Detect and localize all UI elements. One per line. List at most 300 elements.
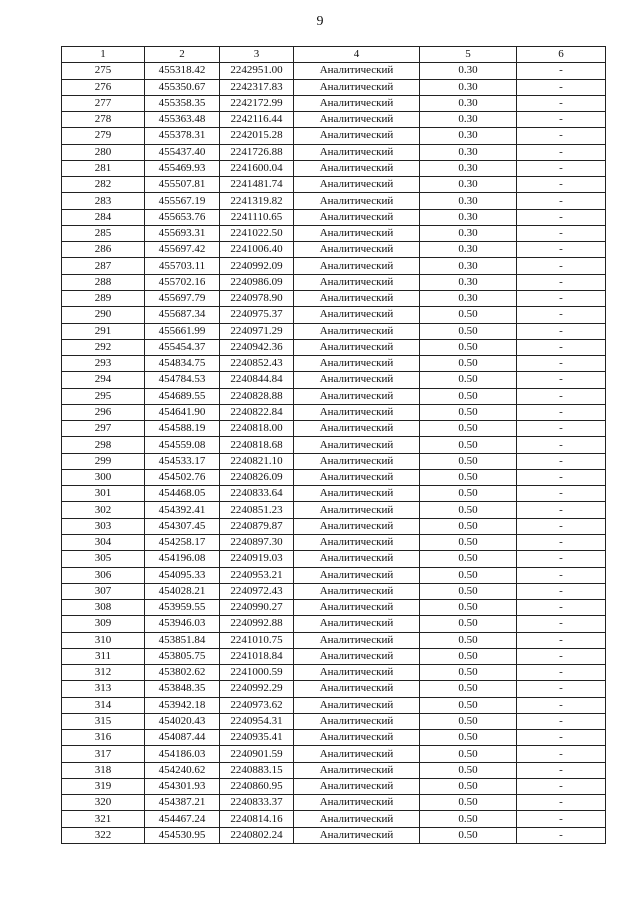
point-number-cell: 297 [62, 421, 145, 437]
description-cell: - [517, 437, 606, 453]
accuracy-cell: 0.50 [420, 421, 517, 437]
method-cell: Аналитический [294, 372, 420, 388]
method-cell: Аналитический [294, 274, 420, 290]
accuracy-cell: 0.50 [420, 665, 517, 681]
accuracy-cell: 0.50 [420, 827, 517, 843]
method-cell: Аналитический [294, 95, 420, 111]
column-header-accuracy: 5 [420, 47, 517, 63]
x-coordinate-cell: 454530.95 [145, 827, 220, 843]
point-number-cell: 308 [62, 600, 145, 616]
description-cell: - [517, 258, 606, 274]
description-cell: - [517, 583, 606, 599]
point-number-cell: 318 [62, 762, 145, 778]
table-row [62, 79, 606, 95]
method-cell: Аналитический [294, 730, 420, 746]
table-row [62, 681, 606, 697]
point-number-cell: 287 [62, 258, 145, 274]
table-row [62, 583, 606, 599]
accuracy-cell: 0.50 [420, 551, 517, 567]
table-row [62, 404, 606, 420]
table-row [62, 339, 606, 355]
accuracy-cell: 0.50 [420, 811, 517, 827]
accuracy-cell: 0.50 [420, 486, 517, 502]
y-coordinate-cell: 2240851.23 [220, 502, 294, 518]
point-number-cell: 313 [62, 681, 145, 697]
x-coordinate-cell: 454028.21 [145, 583, 220, 599]
x-coordinate-cell: 454533.17 [145, 453, 220, 469]
description-cell: - [517, 79, 606, 95]
point-number-cell: 320 [62, 795, 145, 811]
method-cell: Аналитический [294, 453, 420, 469]
point-number-cell: 322 [62, 827, 145, 843]
point-number-cell: 298 [62, 437, 145, 453]
method-cell: Аналитический [294, 209, 420, 225]
table-row [62, 242, 606, 258]
y-coordinate-cell: 2241319.82 [220, 193, 294, 209]
table-row [62, 388, 606, 404]
accuracy-cell: 0.50 [420, 616, 517, 632]
x-coordinate-cell: 455358.35 [145, 95, 220, 111]
method-cell: Аналитический [294, 242, 420, 258]
description-cell: - [517, 681, 606, 697]
x-coordinate-cell: 455697.79 [145, 290, 220, 306]
point-number-cell: 300 [62, 469, 145, 485]
table-row [62, 258, 606, 274]
x-coordinate-cell: 454095.33 [145, 567, 220, 583]
description-cell: - [517, 502, 606, 518]
method-cell: Аналитический [294, 339, 420, 355]
point-number-cell: 301 [62, 486, 145, 502]
accuracy-cell: 0.50 [420, 323, 517, 339]
y-coordinate-cell: 2240935.41 [220, 730, 294, 746]
table-row [62, 697, 606, 713]
method-cell: Аналитический [294, 469, 420, 485]
accuracy-cell: 0.50 [420, 404, 517, 420]
table-row [62, 551, 606, 567]
method-cell: Аналитический [294, 567, 420, 583]
method-cell: Аналитический [294, 437, 420, 453]
method-cell: Аналитический [294, 404, 420, 420]
point-number-cell: 291 [62, 323, 145, 339]
point-number-cell: 295 [62, 388, 145, 404]
point-number-cell: 275 [62, 63, 145, 79]
description-cell: - [517, 600, 606, 616]
description-cell: - [517, 128, 606, 144]
table-row [62, 193, 606, 209]
x-coordinate-cell: 455469.93 [145, 160, 220, 176]
point-number-cell: 283 [62, 193, 145, 209]
description-cell: - [517, 112, 606, 128]
accuracy-cell: 0.50 [420, 632, 517, 648]
point-number-cell: 289 [62, 290, 145, 306]
description-cell: - [517, 778, 606, 794]
point-number-cell: 315 [62, 713, 145, 729]
table-row [62, 177, 606, 193]
x-coordinate-cell: 454020.43 [145, 713, 220, 729]
table-row [62, 95, 606, 111]
table-row [62, 225, 606, 241]
description-cell: - [517, 225, 606, 241]
y-coordinate-cell: 2241018.84 [220, 648, 294, 664]
description-cell: - [517, 713, 606, 729]
point-number-cell: 310 [62, 632, 145, 648]
description-cell: - [517, 323, 606, 339]
accuracy-cell: 0.50 [420, 697, 517, 713]
point-number-cell: 278 [62, 112, 145, 128]
method-cell: Аналитический [294, 356, 420, 372]
y-coordinate-cell: 2240852.43 [220, 356, 294, 372]
x-coordinate-cell: 453805.75 [145, 648, 220, 664]
y-coordinate-cell: 2242317.83 [220, 79, 294, 95]
point-number-cell: 277 [62, 95, 145, 111]
accuracy-cell: 0.50 [420, 762, 517, 778]
method-cell: Аналитический [294, 160, 420, 176]
point-number-cell: 317 [62, 746, 145, 762]
accuracy-cell: 0.50 [420, 583, 517, 599]
description-cell: - [517, 518, 606, 534]
coordinates-table [61, 46, 606, 844]
y-coordinate-cell: 2240802.24 [220, 827, 294, 843]
y-coordinate-cell: 2240992.29 [220, 681, 294, 697]
table-row [62, 323, 606, 339]
x-coordinate-cell: 454240.62 [145, 762, 220, 778]
y-coordinate-cell: 2240879.87 [220, 518, 294, 534]
point-number-cell: 309 [62, 616, 145, 632]
table-row [62, 307, 606, 323]
y-coordinate-cell: 2241726.88 [220, 144, 294, 160]
method-cell: Аналитический [294, 697, 420, 713]
method-cell: Аналитический [294, 225, 420, 241]
accuracy-cell: 0.50 [420, 648, 517, 664]
y-coordinate-cell: 2240826.09 [220, 469, 294, 485]
accuracy-cell: 0.50 [420, 437, 517, 453]
point-number-cell: 314 [62, 697, 145, 713]
accuracy-cell: 0.50 [420, 730, 517, 746]
accuracy-cell: 0.50 [420, 372, 517, 388]
x-coordinate-cell: 455318.42 [145, 63, 220, 79]
table-row [62, 648, 606, 664]
point-number-cell: 304 [62, 534, 145, 550]
accuracy-cell: 0.50 [420, 502, 517, 518]
x-coordinate-cell: 455363.48 [145, 112, 220, 128]
x-coordinate-cell: 455687.34 [145, 307, 220, 323]
y-coordinate-cell: 2240822.84 [220, 404, 294, 420]
column-header-description: 6 [517, 47, 606, 63]
method-cell: Аналитический [294, 79, 420, 95]
accuracy-cell: 0.50 [420, 567, 517, 583]
point-number-cell: 311 [62, 648, 145, 664]
point-number-cell: 316 [62, 730, 145, 746]
x-coordinate-cell: 454784.53 [145, 372, 220, 388]
table-row [62, 128, 606, 144]
accuracy-cell: 0.50 [420, 388, 517, 404]
accuracy-cell: 0.50 [420, 469, 517, 485]
point-number-cell: 282 [62, 177, 145, 193]
method-cell: Аналитический [294, 421, 420, 437]
description-cell: - [517, 567, 606, 583]
y-coordinate-cell: 2240973.62 [220, 697, 294, 713]
page-number: 9 [316, 14, 324, 29]
accuracy-cell: 0.30 [420, 258, 517, 274]
table-row [62, 762, 606, 778]
description-cell: - [517, 290, 606, 306]
method-cell: Аналитический [294, 762, 420, 778]
y-coordinate-cell: 2240897.30 [220, 534, 294, 550]
point-number-cell: 276 [62, 79, 145, 95]
y-coordinate-cell: 2240942.36 [220, 339, 294, 355]
y-coordinate-cell: 2240860.95 [220, 778, 294, 794]
table-row [62, 730, 606, 746]
accuracy-cell: 0.30 [420, 290, 517, 306]
x-coordinate-cell: 454641.90 [145, 404, 220, 420]
table-row [62, 778, 606, 794]
description-cell: - [517, 193, 606, 209]
y-coordinate-cell: 2240833.64 [220, 486, 294, 502]
method-cell: Аналитический [294, 502, 420, 518]
method-cell: Аналитический [294, 811, 420, 827]
method-cell: Аналитический [294, 616, 420, 632]
point-number-cell: 281 [62, 160, 145, 176]
y-coordinate-cell: 2240954.31 [220, 713, 294, 729]
point-number-cell: 285 [62, 225, 145, 241]
x-coordinate-cell: 454559.08 [145, 437, 220, 453]
table-row [62, 746, 606, 762]
description-cell: - [517, 95, 606, 111]
table-row [62, 356, 606, 372]
y-coordinate-cell: 2242172.99 [220, 95, 294, 111]
table-row [62, 112, 606, 128]
table-row [62, 502, 606, 518]
point-number-cell: 306 [62, 567, 145, 583]
method-cell: Аналитический [294, 258, 420, 274]
x-coordinate-cell: 454301.93 [145, 778, 220, 794]
accuracy-cell: 0.50 [420, 746, 517, 762]
accuracy-cell: 0.50 [420, 713, 517, 729]
point-number-cell: 290 [62, 307, 145, 323]
column-header-method: 4 [294, 47, 420, 63]
description-cell: - [517, 534, 606, 550]
x-coordinate-cell: 453848.35 [145, 681, 220, 697]
y-coordinate-cell: 2240975.37 [220, 307, 294, 323]
description-cell: - [517, 486, 606, 502]
x-coordinate-cell: 455661.99 [145, 323, 220, 339]
point-number-cell: 302 [62, 502, 145, 518]
table-row [62, 665, 606, 681]
point-number-cell: 288 [62, 274, 145, 290]
point-number-cell: 294 [62, 372, 145, 388]
accuracy-cell: 0.30 [420, 95, 517, 111]
x-coordinate-cell: 454502.76 [145, 469, 220, 485]
y-coordinate-cell: 2240919.03 [220, 551, 294, 567]
accuracy-cell: 0.30 [420, 225, 517, 241]
method-cell: Аналитический [294, 827, 420, 843]
method-cell: Аналитический [294, 193, 420, 209]
x-coordinate-cell: 455507.81 [145, 177, 220, 193]
description-cell: - [517, 762, 606, 778]
description-cell: - [517, 730, 606, 746]
y-coordinate-cell: 2240821.10 [220, 453, 294, 469]
table-row [62, 518, 606, 534]
table-row [62, 290, 606, 306]
table-row [62, 795, 606, 811]
description-cell: - [517, 551, 606, 567]
description-cell: - [517, 421, 606, 437]
description-cell: - [517, 307, 606, 323]
accuracy-cell: 0.50 [420, 307, 517, 323]
method-cell: Аналитический [294, 290, 420, 306]
y-coordinate-cell: 2240818.68 [220, 437, 294, 453]
method-cell: Аналитический [294, 144, 420, 160]
x-coordinate-cell: 455702.16 [145, 274, 220, 290]
description-cell: - [517, 632, 606, 648]
method-cell: Аналитический [294, 307, 420, 323]
method-cell: Аналитический [294, 681, 420, 697]
table-row [62, 713, 606, 729]
y-coordinate-cell: 2241022.50 [220, 225, 294, 241]
table-row [62, 811, 606, 827]
accuracy-cell: 0.50 [420, 795, 517, 811]
method-cell: Аналитический [294, 746, 420, 762]
x-coordinate-cell: 454689.55 [145, 388, 220, 404]
description-cell: - [517, 469, 606, 485]
x-coordinate-cell: 454467.24 [145, 811, 220, 827]
y-coordinate-cell: 2241600.04 [220, 160, 294, 176]
accuracy-cell: 0.50 [420, 534, 517, 550]
description-cell: - [517, 648, 606, 664]
accuracy-cell: 0.50 [420, 600, 517, 616]
method-cell: Аналитический [294, 551, 420, 567]
method-cell: Аналитический [294, 583, 420, 599]
accuracy-cell: 0.30 [420, 128, 517, 144]
y-coordinate-cell: 2241110.65 [220, 209, 294, 225]
description-cell: - [517, 144, 606, 160]
accuracy-cell: 0.30 [420, 242, 517, 258]
description-cell: - [517, 616, 606, 632]
description-cell: - [517, 811, 606, 827]
method-cell: Аналитический [294, 648, 420, 664]
y-coordinate-cell: 2240971.29 [220, 323, 294, 339]
method-cell: Аналитический [294, 778, 420, 794]
y-coordinate-cell: 2240978.90 [220, 290, 294, 306]
y-coordinate-cell: 2240986.09 [220, 274, 294, 290]
description-cell: - [517, 372, 606, 388]
method-cell: Аналитический [294, 795, 420, 811]
y-coordinate-cell: 2242951.00 [220, 63, 294, 79]
method-cell: Аналитический [294, 63, 420, 79]
y-coordinate-cell: 2240818.00 [220, 421, 294, 437]
x-coordinate-cell: 455697.42 [145, 242, 220, 258]
y-coordinate-cell: 2241006.40 [220, 242, 294, 258]
point-number-cell: 284 [62, 209, 145, 225]
description-cell: - [517, 274, 606, 290]
description-cell: - [517, 697, 606, 713]
accuracy-cell: 0.30 [420, 193, 517, 209]
description-cell: - [517, 404, 606, 420]
x-coordinate-cell: 454307.45 [145, 518, 220, 534]
point-number-cell: 321 [62, 811, 145, 827]
method-cell: Аналитический [294, 177, 420, 193]
accuracy-cell: 0.50 [420, 339, 517, 355]
x-coordinate-cell: 453851.84 [145, 632, 220, 648]
table-row [62, 421, 606, 437]
method-cell: Аналитический [294, 665, 420, 681]
method-cell: Аналитический [294, 486, 420, 502]
description-cell: - [517, 746, 606, 762]
point-number-cell: 279 [62, 128, 145, 144]
y-coordinate-cell: 2240883.15 [220, 762, 294, 778]
method-cell: Аналитический [294, 388, 420, 404]
point-number-cell: 319 [62, 778, 145, 794]
accuracy-cell: 0.30 [420, 160, 517, 176]
point-number-cell: 296 [62, 404, 145, 420]
accuracy-cell: 0.50 [420, 453, 517, 469]
method-cell: Аналитический [294, 518, 420, 534]
table-row [62, 274, 606, 290]
point-number-cell: 307 [62, 583, 145, 599]
x-coordinate-cell: 454468.05 [145, 486, 220, 502]
x-coordinate-cell: 453946.03 [145, 616, 220, 632]
point-number-cell: 292 [62, 339, 145, 355]
table-row [62, 63, 606, 79]
column-header-y: 3 [220, 47, 294, 63]
method-cell: Аналитический [294, 128, 420, 144]
accuracy-cell: 0.50 [420, 356, 517, 372]
accuracy-cell: 0.30 [420, 112, 517, 128]
x-coordinate-cell: 455653.76 [145, 209, 220, 225]
y-coordinate-cell: 2241010.75 [220, 632, 294, 648]
x-coordinate-cell: 453802.62 [145, 665, 220, 681]
x-coordinate-cell: 454588.19 [145, 421, 220, 437]
table-row [62, 486, 606, 502]
y-coordinate-cell: 2241000.59 [220, 665, 294, 681]
x-coordinate-cell: 455454.37 [145, 339, 220, 355]
x-coordinate-cell: 454186.03 [145, 746, 220, 762]
table-row [62, 469, 606, 485]
x-coordinate-cell: 455567.19 [145, 193, 220, 209]
y-coordinate-cell: 2241481.74 [220, 177, 294, 193]
accuracy-cell: 0.50 [420, 778, 517, 794]
description-cell: - [517, 209, 606, 225]
y-coordinate-cell: 2240992.09 [220, 258, 294, 274]
description-cell: - [517, 160, 606, 176]
description-cell: - [517, 339, 606, 355]
table-row [62, 209, 606, 225]
description-cell: - [517, 388, 606, 404]
point-number-cell: 280 [62, 144, 145, 160]
x-coordinate-cell: 454387.21 [145, 795, 220, 811]
table-row [62, 437, 606, 453]
table-row [62, 534, 606, 550]
description-cell: - [517, 665, 606, 681]
y-coordinate-cell: 2240814.16 [220, 811, 294, 827]
method-cell: Аналитический [294, 632, 420, 648]
accuracy-cell: 0.30 [420, 177, 517, 193]
y-coordinate-cell: 2242116.44 [220, 112, 294, 128]
point-number-cell: 293 [62, 356, 145, 372]
accuracy-cell: 0.30 [420, 144, 517, 160]
x-coordinate-cell: 455693.31 [145, 225, 220, 241]
x-coordinate-cell: 454834.75 [145, 356, 220, 372]
method-cell: Аналитический [294, 713, 420, 729]
point-number-cell: 299 [62, 453, 145, 469]
y-coordinate-cell: 2240901.59 [220, 746, 294, 762]
header-row [62, 47, 606, 63]
method-cell: Аналитический [294, 600, 420, 616]
y-coordinate-cell: 2240833.37 [220, 795, 294, 811]
x-coordinate-cell: 454196.08 [145, 551, 220, 567]
point-number-cell: 312 [62, 665, 145, 681]
column-header-x: 2 [145, 47, 220, 63]
